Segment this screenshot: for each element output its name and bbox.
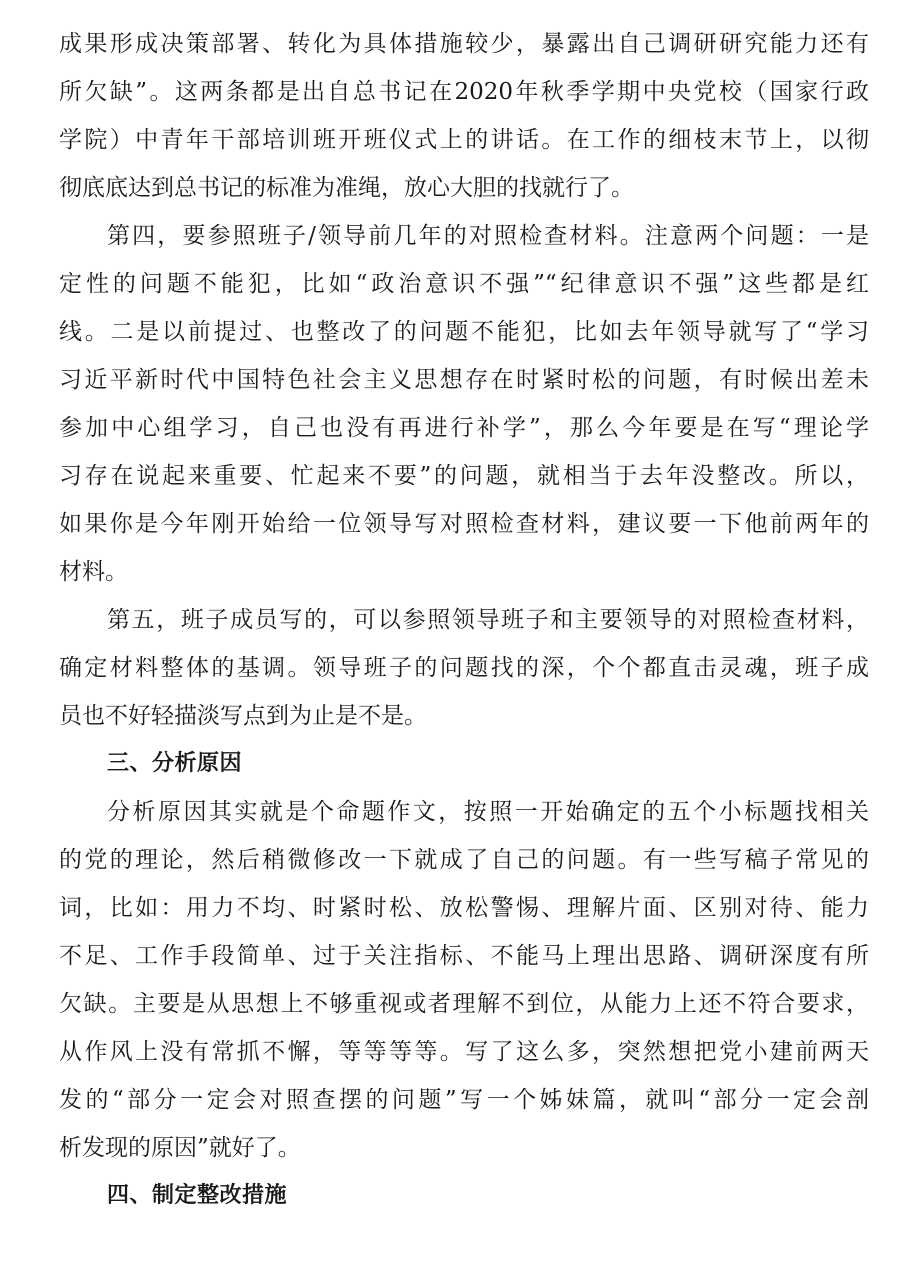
paragraph-first-line: 分析原因其实就是个命题作文，按照一开始确定的五个小标题找相关: [107, 799, 869, 825]
text-line: 确定材料整体的基调。领导班子的问题找的深，个个都直击灵魂，班子成: [59, 655, 869, 681]
text-line: 所欠缺”。这两条都是出自总书记在2020年秋季学期中央党校（国家行政: [59, 79, 869, 105]
text-line: 不足、工作手段简单、过于关注指标、不能马上理出思路、调研深度有所: [59, 943, 869, 969]
text-line: 习近平新时代中国特色社会主义思想存在时紧时松的问题，有时候出差未: [59, 367, 869, 393]
text-line: 员也不好轻描淡写点到为止是不是。: [59, 703, 427, 729]
text-line: 成果形成决策部署、转化为具体措施较少，暴露出自己调研研究能力还有: [59, 31, 869, 57]
paragraph-first-line: 第五，班子成员写的，可以参照领导班子和主要领导的对照检查材料，: [107, 607, 869, 633]
text-line: 发的“部分一定会对照查摆的问题”写一个姊妹篇，就叫“部分一定会剖: [59, 1087, 869, 1113]
text-line: 的党的理论，然后稍微修改一下就成了自己的问题。有一些写稿子常见的: [59, 847, 869, 873]
text-line: 材料。: [59, 559, 128, 585]
text-line: 习存在说起来重要、忙起来不要”的问题，就相当于去年没整改。所以，: [59, 463, 869, 489]
text-line: 如果你是今年刚开始给一位领导写对照检查材料，建议要一下他前两年的: [59, 511, 869, 537]
text-line: 欠缺。主要是从思想上不够重视或者理解不到位，从能力上还不符合要求，: [59, 991, 869, 1017]
section-heading: 四、制定整改措施: [107, 1183, 288, 1208]
text-line: 从作风上没有常抓不懈，等等等等。写了这么多，突然想把党小建前两天: [59, 1039, 869, 1065]
text-line: 参加中心组学习，自己也没有再进行补学”，那么今年要是在写“理论学: [59, 415, 869, 441]
text-line: 定性的问题不能犯，比如“政治意识不强”“纪律意识不强”这些都是红: [59, 271, 869, 297]
text-line: 词，比如：用力不均、时紧时松、放松警惕、理解片面、区别对待、能力: [59, 895, 869, 921]
paragraph-first-line: 第四，要参照班子/领导前几年的对照检查材料。注意两个问题：一是: [107, 223, 869, 249]
text-line: 线。二是以前提过、也整改了的问题不能犯，比如去年领导就写了“学习: [59, 319, 869, 345]
text-line: 析发现的原因”就好了。: [59, 1135, 301, 1161]
section-heading: 三、分析原因: [107, 751, 243, 776]
text-line: 学院）中青年干部培训班开班仪式上的讲话。在工作的细枝末节上，以彻: [59, 127, 869, 153]
text-line: 彻底底达到总书记的标准为准绳，放心大胆的找就行了。: [59, 175, 634, 201]
